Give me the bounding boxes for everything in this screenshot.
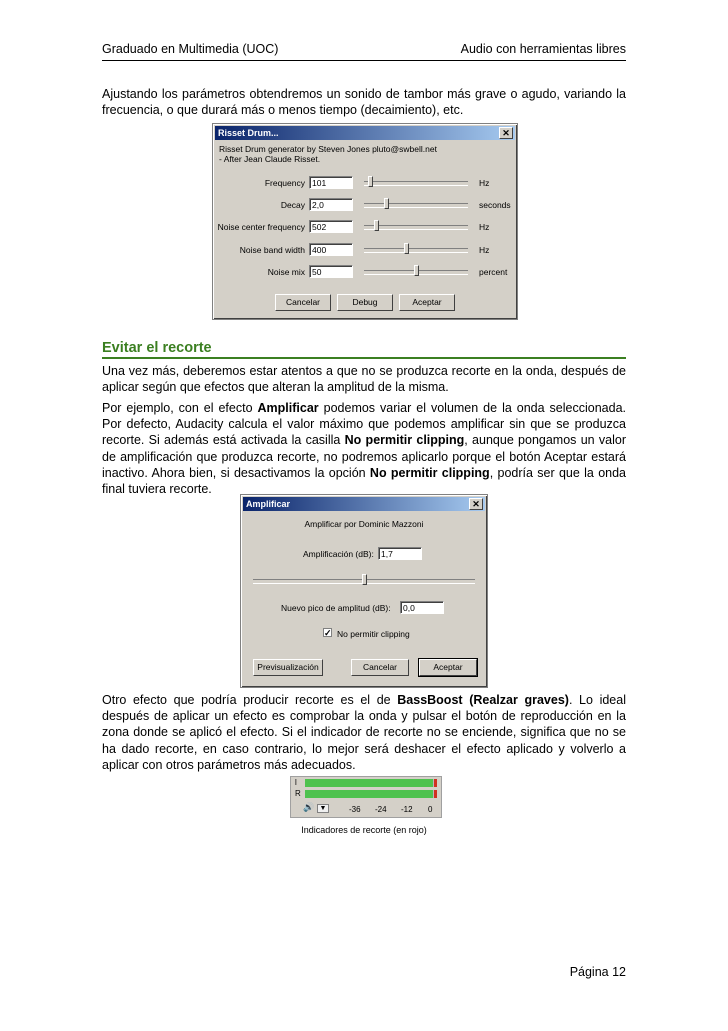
paragraph-2	[102, 400, 626, 497]
cancel-button[interactable]: Cancelar	[275, 294, 331, 311]
meter-bar-right	[305, 790, 437, 798]
noise-band-field[interactable]: 400	[309, 243, 353, 256]
risset-dialog	[212, 123, 518, 320]
paragraph-3	[102, 692, 626, 773]
clip-meter	[290, 776, 442, 818]
amplification-label: Amplificación (dB):	[303, 549, 374, 559]
amplification-slider-thumb[interactable]	[362, 574, 367, 585]
decay-slider-thumb[interactable]	[384, 198, 389, 209]
risset-title: Risset Drum...	[218, 128, 279, 138]
peak-label: Nuevo pico de amplitud (dB):	[281, 603, 391, 613]
amplify-titlebar	[243, 497, 485, 511]
paragraph-2-bold-2: No permitir clipping	[344, 433, 465, 448]
risset-description-2: - After Jean Claude Risset.	[219, 154, 321, 164]
figure-caption: Indicadores de recorte (en rojo)	[301, 825, 427, 835]
paragraph-2-text-4: , podría ser que la onda final tuviera recorte.	[102, 465, 627, 497]
paragraph-2-text-3: , aunque pongamos un valor de amplificación que produzca recorte, no podremos aplicarlo porque el botón Aceptar estará inactivo. Ahora bien, si desactivamos la opción	[102, 433, 626, 480]
meter-tick-2: -24	[375, 805, 387, 814]
meter-channel-left: l	[295, 778, 297, 787]
no-clipping-checkbox[interactable]: ✓	[324, 628, 332, 638]
header-right: Audio con herramientas libres	[460, 42, 626, 56]
noise-center-slider[interactable]	[364, 225, 468, 230]
no-clipping-label: No permitir clipping	[337, 629, 410, 639]
paragraph-2-bold-3: No permitir clipping	[369, 465, 490, 480]
paragraph-1: Una vez más, deberemos estar atentos a que no se produzca recorte en la onda, después de aplicar según que efectos que alteran la amplitud de la misma.	[102, 364, 626, 395]
amplification-field[interactable]: 1,7	[378, 547, 422, 560]
ok-button[interactable]: Aceptar	[399, 294, 455, 311]
param-label-noise-band: Noise band width	[239, 245, 305, 255]
meter-channel-right: R	[295, 789, 301, 798]
frequency-field[interactable]: 101	[309, 176, 353, 189]
intro-paragraph: Ajustando los parámetros obtendremos un sonido de tambor más grave o agudo, variando la frecuencia, o que durará más o menos tiempo (decaimiento), etc.	[102, 87, 626, 118]
ok-button[interactable]: Aceptar	[419, 659, 477, 676]
decay-field[interactable]: 2,0	[309, 198, 353, 211]
close-icon[interactable]: ✕	[469, 498, 483, 510]
speaker-icon[interactable]: 🔊	[303, 802, 315, 812]
risset-description-1: Risset Drum generator by Steven Jones pluto@swbell.net	[219, 144, 437, 154]
param-label-noise-mix: Noise mix	[267, 267, 305, 277]
frequency-slider[interactable]	[364, 181, 468, 186]
clip-indicator-right[interactable]	[434, 790, 437, 798]
close-icon[interactable]: ✕	[499, 127, 513, 139]
clip-indicator-left[interactable]	[434, 779, 437, 787]
meter-level-right	[305, 790, 433, 798]
section-rule	[102, 357, 626, 359]
noise-mix-field[interactable]: 50	[309, 265, 353, 278]
meter-tick-4: 0	[428, 805, 433, 814]
page-number: Página 12	[569, 965, 626, 979]
param-unit-decay: seconds	[479, 200, 511, 210]
cancel-button[interactable]: Cancelar	[351, 659, 409, 676]
peak-field[interactable]: 0,0	[400, 601, 444, 614]
risset-titlebar	[215, 126, 515, 140]
amplify-dialog	[240, 494, 488, 688]
decay-slider[interactable]	[364, 203, 468, 208]
meter-level-left	[305, 779, 433, 787]
param-label-frequency: Frequency	[264, 178, 305, 188]
frequency-slider-thumb[interactable]	[368, 176, 373, 187]
header-left: Graduado en Multimedia (UOC)	[102, 42, 279, 56]
preview-button[interactable]: Previsualización	[253, 659, 323, 676]
paragraph-2-text-2: podemos variar el volumen de la onda seleccionada. Por defecto, Audacity calcula el valor máximo que podemos amplificar sin que se produzca recorte. Si además está activada la casilla	[102, 401, 626, 448]
paragraph-3-text-1: Otro efecto que podría producir recorte es el de	[102, 693, 398, 707]
meter-tick-1: -36	[349, 805, 361, 814]
param-unit-noise-center: Hz	[479, 222, 490, 232]
meter-bar-left	[305, 779, 437, 787]
param-label-noise-center: Noise center frequency	[217, 222, 305, 232]
param-label-decay: Decay	[280, 200, 305, 210]
noise-band-slider-thumb[interactable]	[404, 243, 409, 254]
section-title: Evitar el recorte	[102, 340, 212, 356]
param-unit-noise-mix: percent	[479, 267, 508, 277]
noise-center-field[interactable]: 502	[309, 220, 353, 233]
noise-center-slider-thumb[interactable]	[374, 220, 379, 231]
volume-dropdown-icon[interactable]: ▼	[317, 804, 329, 813]
debug-button[interactable]: Debug	[337, 294, 393, 311]
paragraph-2-bold-1: Amplificar	[257, 401, 319, 415]
paragraph-3-bold-1: BassBoost (Realzar graves)	[397, 693, 569, 707]
noise-mix-slider-thumb[interactable]	[414, 265, 419, 276]
noise-band-slider[interactable]	[364, 248, 468, 253]
paragraph-2-text-1: Por ejemplo, con el efecto	[102, 401, 258, 415]
amplify-title: Amplificar	[246, 499, 291, 509]
param-unit-frequency: Hz	[479, 178, 490, 188]
paragraph-3-text-2: . Lo ideal después de aplicar un efecto es comprobar la onda y pulsar el botón de reproducción en la zona donde se aplicó el efecto. Si el indicador de recorte no se enciende, significa que no se ha dado recorte, en caso contrario, lo mejor será deshacer el efecto aplicado y volverlo a aplicar con otros parámetros más adecuados.	[102, 693, 626, 772]
meter-tick-3: -12	[401, 805, 413, 814]
amplify-heading: Amplificar por Dominic Mazzoni	[304, 519, 424, 529]
header-rule	[102, 60, 626, 61]
param-unit-noise-band: Hz	[479, 245, 490, 255]
